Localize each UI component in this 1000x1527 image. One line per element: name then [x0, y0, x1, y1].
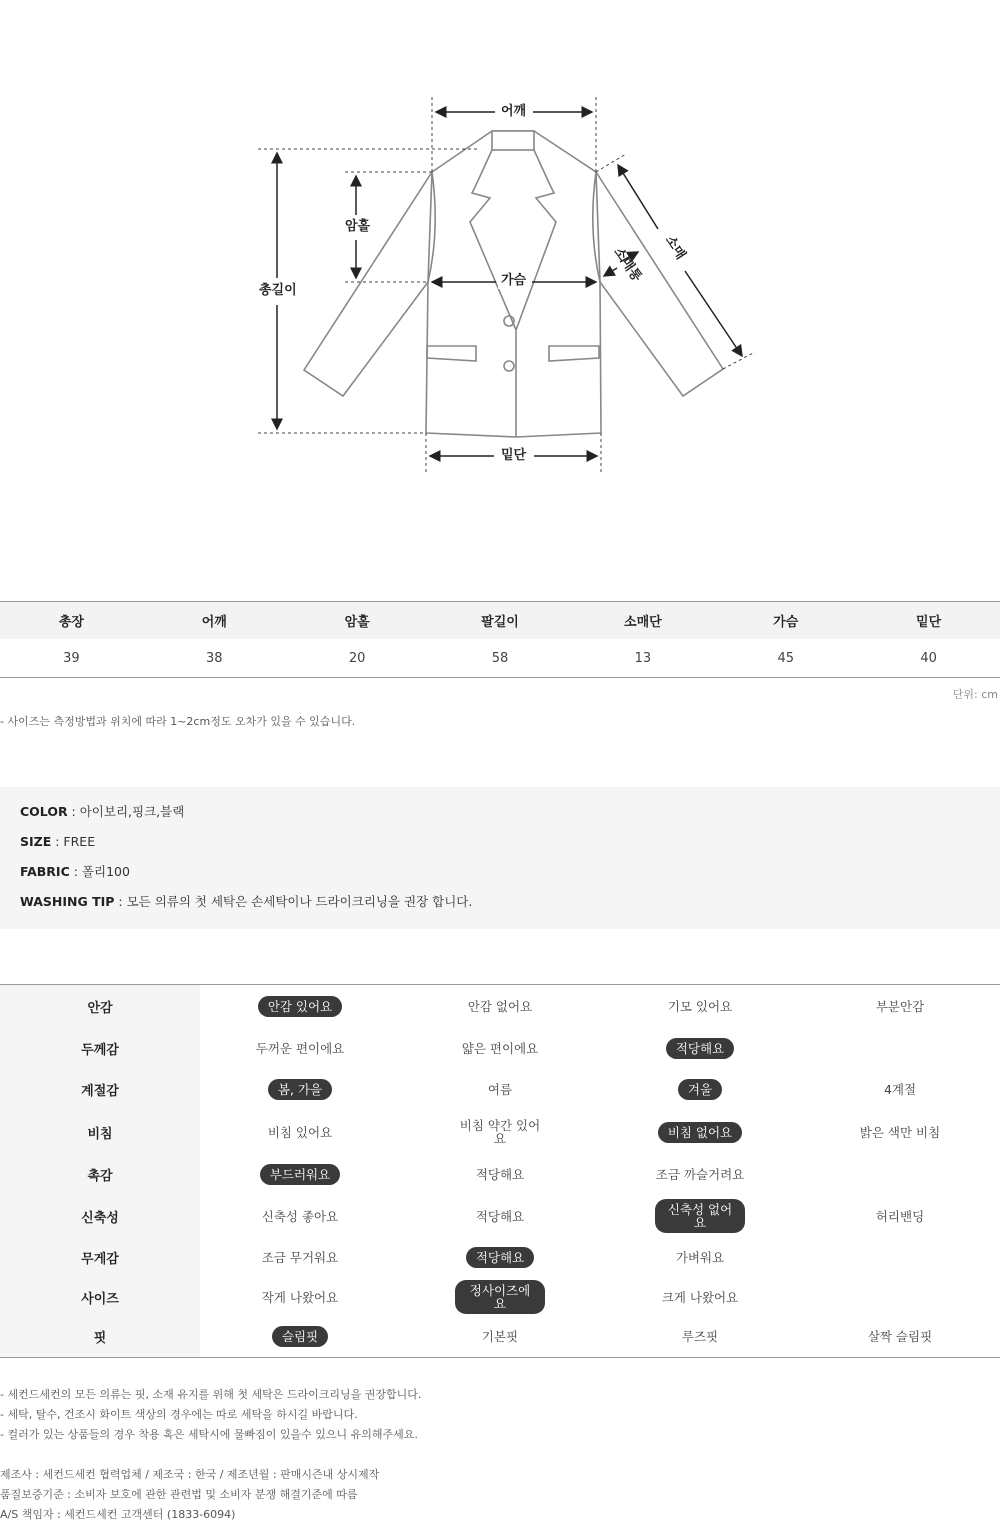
attribute-option-cell [400, 985, 600, 1027]
attribute-option: 크게 나왔어요 [661, 1289, 739, 1305]
attribute-option-cell [400, 1069, 600, 1110]
label-sleeve-opening: 소매통 [610, 244, 645, 285]
attribute-option-cell [800, 1110, 1000, 1154]
size-value-cell: 13 [634, 650, 652, 666]
attribute-option: 4계절 [883, 1082, 917, 1097]
product-info-box [0, 787, 1000, 929]
footer-notes [0, 1388, 1000, 1527]
attribute-row [0, 1027, 1000, 1069]
size-header-cell: 소매단 [624, 615, 662, 630]
info-value: : 폴리100 [69, 864, 130, 879]
attribute-option: 두꺼운 편이에요 [255, 1040, 345, 1056]
attribute-option-selected: 비침 없어요 [658, 1122, 742, 1143]
attribute-option-cell [800, 985, 1000, 1027]
attribute-option: 비침 있어요 [267, 1124, 333, 1140]
label-total-length: 총길이 [256, 283, 300, 299]
attribute-table [0, 984, 1000, 1358]
attribute-option-cell [200, 1069, 400, 1110]
size-header-cell: 팔길이 [481, 615, 519, 630]
attribute-row [0, 1069, 1000, 1110]
attribute-option: 적당해요 [475, 1167, 525, 1182]
attribute-option-cell [200, 1278, 400, 1316]
attribute-option-selected: 안감 있어요 [258, 996, 342, 1017]
info-label: WASHING TIP [20, 894, 115, 909]
attribute-option-cell [600, 1154, 800, 1195]
attribute-option-selected: 적당해요 [466, 1247, 534, 1268]
attribute-option: 루즈핏 [681, 1329, 719, 1344]
attribute-name: 사이즈 [0, 1278, 200, 1316]
label-chest: 가슴 [498, 273, 529, 289]
label-sleeve: 소매 [661, 233, 689, 263]
attribute-option: 비침 약간 있어요 [459, 1118, 541, 1146]
size-value-cell: 20 [348, 650, 366, 666]
attribute-option-cell [600, 1110, 800, 1154]
attribute-option-selected: 정사이즈에요 [455, 1280, 545, 1314]
size-value-cell: 45 [777, 650, 794, 666]
info-value: : 모든 의류의 첫 세탁은 손세탁이나 드라이크리닝을 권장 합니다. [114, 894, 473, 909]
size-value-cell: 40 [920, 650, 937, 666]
attribute-row [0, 1110, 1000, 1154]
attribute-name: 두께감 [0, 1027, 200, 1069]
attribute-option: 가벼워요 [675, 1250, 725, 1265]
attribute-row [0, 1237, 1000, 1278]
attribute-name: 계절감 [0, 1069, 200, 1110]
size-table-header [0, 602, 1000, 639]
attribute-option-cell [600, 1278, 800, 1316]
attribute-option-cell [400, 1195, 600, 1237]
attribute-option-cell [800, 1195, 1000, 1237]
label-shoulder: 어깨 [498, 104, 529, 120]
attribute-option-cell [600, 1195, 800, 1237]
attribute-option-cell [400, 1278, 600, 1316]
size-value-cell: 58 [491, 650, 509, 666]
attribute-option-cell [200, 1316, 400, 1357]
attribute-option: 조금 까슬거려요 [655, 1167, 745, 1182]
attribute-name: 촉감 [0, 1154, 200, 1195]
attribute-option: 얇은 편이에요 [461, 1040, 539, 1056]
attribute-option-cell [200, 1027, 400, 1069]
attribute-option-cell [400, 1027, 600, 1069]
attribute-option-selected: 부드러워요 [260, 1164, 340, 1185]
attribute-option: 기모 있어요 [667, 998, 733, 1014]
attribute-option-selected: 적당해요 [666, 1038, 734, 1059]
attribute-option-selected: 슬림핏 [272, 1326, 328, 1347]
attribute-option: 안감 없어요 [467, 998, 533, 1014]
size-header-cell: 가슴 [773, 615, 799, 630]
attribute-option-cell [400, 1154, 600, 1195]
size-table-values [0, 639, 1000, 677]
size-header-cell: 어깨 [201, 615, 227, 630]
measurement-diagram [0, 0, 1000, 600]
unit-label: 단위: cm [952, 688, 998, 701]
attribute-option: 신축성 좋아요 [261, 1208, 339, 1224]
attribute-option: 여름 [487, 1082, 513, 1097]
size-table [0, 601, 1000, 678]
care-note: - 세탁, 탈수, 건조시 화이트 색상의 경우에는 따로 세탁을 하시길 바랍니다. [0, 1408, 358, 1421]
info-label: FABRIC [20, 864, 70, 879]
jacket-illustration [0, 0, 1000, 600]
attribute-option-cell [200, 1195, 400, 1237]
attribute-name: 핏 [0, 1316, 200, 1357]
attribute-option-cell [800, 1316, 1000, 1357]
attribute-option-cell [600, 1027, 800, 1069]
spacer [0, 1448, 1000, 1468]
care-note: - 세컨드세컨의 모든 의류는 핏, 소재 유지를 위해 첫 세탁은 드라이크리닝을 권장합니다. [0, 1388, 422, 1401]
attribute-option-cell [400, 1237, 600, 1278]
attribute-option-cell [200, 1110, 400, 1154]
info-value: : FREE [51, 834, 96, 849]
size-header-cell: 밑단 [916, 615, 942, 630]
attribute-row [0, 1278, 1000, 1316]
attribute-name: 무게감 [0, 1237, 200, 1278]
attribute-option-cell [200, 1237, 400, 1278]
attribute-option-cell [600, 985, 800, 1027]
attribute-option: 부분안감 [875, 998, 925, 1014]
attribute-option-cell [800, 1154, 1000, 1195]
attribute-option-selected: 봄, 가을 [268, 1079, 332, 1100]
attribute-option-cell [200, 1154, 400, 1195]
care-note: - 컬러가 있는 상품들의 경우 착용 혹은 세탁시에 물빠짐이 있을수 있으니 유의해주세요. [0, 1428, 418, 1441]
attribute-row [0, 1316, 1000, 1357]
attribute-row [0, 1154, 1000, 1195]
attribute-option-cell [800, 1278, 1000, 1316]
info-size [20, 834, 980, 864]
attribute-option-cell [800, 1237, 1000, 1278]
attribute-option-cell [600, 1316, 800, 1357]
attribute-option: 조금 무거워요 [261, 1250, 339, 1265]
info-label: SIZE [20, 834, 52, 849]
attribute-option: 밝은 색만 비침 [859, 1124, 941, 1140]
info-washing-tip [20, 894, 980, 924]
attribute-row [0, 1195, 1000, 1237]
info-label: COLOR [20, 804, 68, 819]
size-value-cell: 38 [206, 650, 223, 666]
size-note: - 사이즈는 측정방법과 위치에 따라 1~2cm정도 오차가 있을 수 있습니다. [0, 715, 356, 728]
info-value: : 아이보리,핑크,블랙 [67, 804, 185, 819]
size-header-cell: 암홀 [344, 615, 370, 630]
attribute-option-cell [600, 1069, 800, 1110]
label-hem: 밑단 [498, 448, 529, 464]
attribute-name: 안감 [0, 985, 200, 1027]
attribute-option: 허리밴딩 [875, 1208, 925, 1224]
info-fabric [20, 864, 980, 894]
attribute-option-selected: 겨울 [678, 1079, 722, 1100]
attribute-option: 적당해요 [475, 1208, 525, 1224]
company-info: 제조사 : 세컨드세컨 협력업체 / 제조국 : 한국 / 제조년월 : 판매시즌내 상시제작 [0, 1468, 380, 1481]
attribute-option-cell [200, 985, 400, 1027]
info-color [20, 804, 980, 834]
attribute-option-cell [600, 1237, 800, 1278]
company-info: A/S 책임자 : 세컨드세컨 고객센터 (1833-6094) [0, 1508, 236, 1521]
attribute-row [0, 985, 1000, 1027]
attribute-option: 작게 나왔어요 [261, 1289, 339, 1305]
attribute-option: 기본핏 [481, 1329, 519, 1344]
size-value-cell: 39 [63, 650, 80, 666]
size-header-cell: 총장 [58, 615, 84, 630]
attribute-option-cell [800, 1027, 1000, 1069]
attribute-option-cell [400, 1110, 600, 1154]
attribute-name: 비침 [0, 1110, 200, 1154]
attribute-option-selected: 신축성 없어요 [655, 1199, 745, 1233]
attribute-option: 살짝 슬림핏 [867, 1329, 933, 1344]
attribute-option-cell [400, 1316, 600, 1357]
company-info: 품질보증기준 : 소비자 보호에 관한 관련법 및 소비자 분쟁 해결기준에 따름 [0, 1488, 358, 1501]
attribute-name: 신축성 [0, 1195, 200, 1237]
label-armhole: 암홀 [342, 219, 373, 235]
attribute-option-cell [800, 1069, 1000, 1110]
